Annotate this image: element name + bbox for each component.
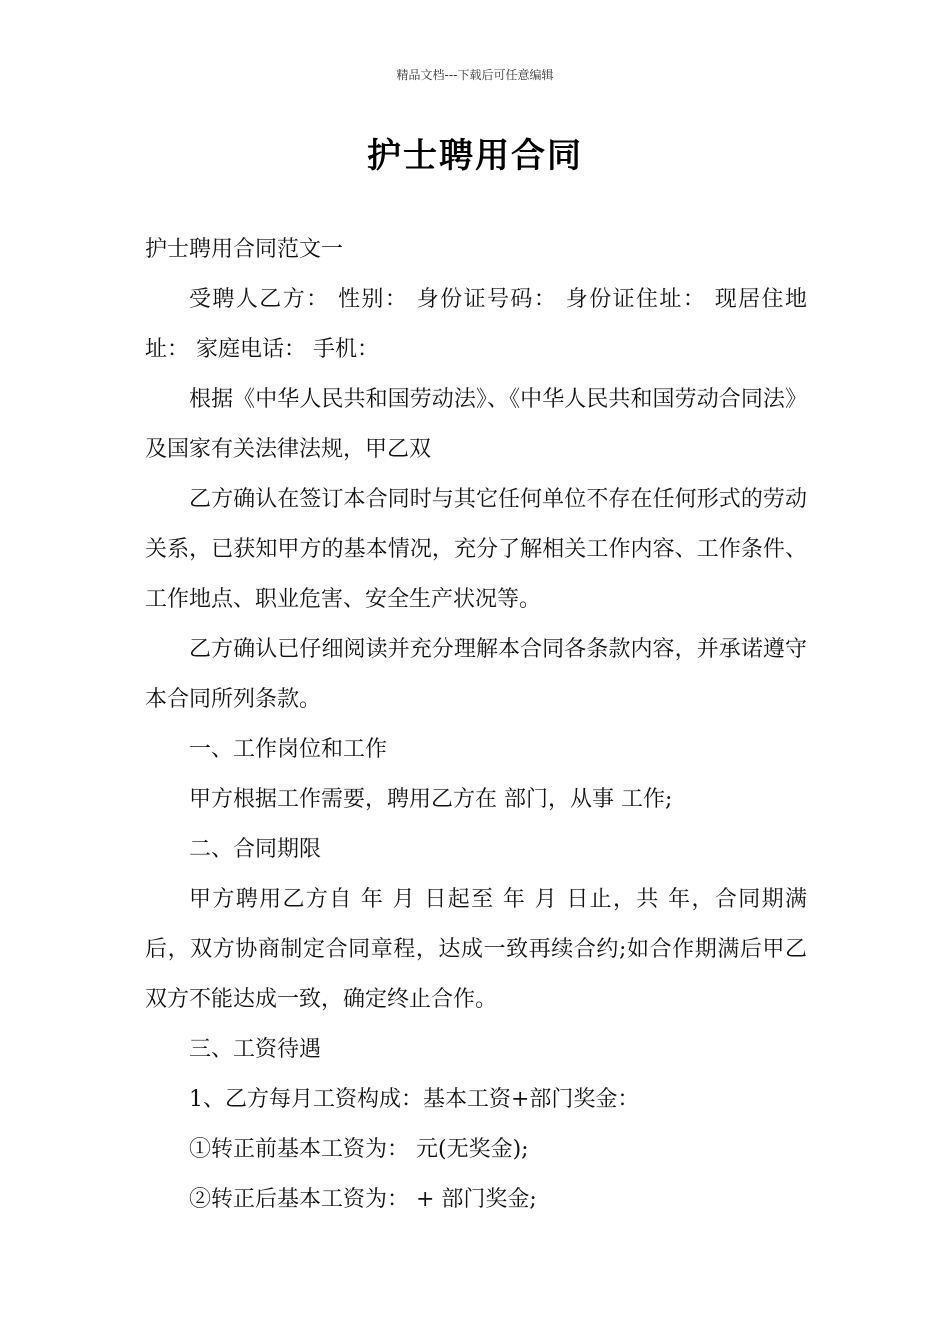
section-heading-3: 三、工资待遇 bbox=[189, 1037, 322, 1062]
document-title: 护士聘用合同 bbox=[367, 136, 583, 176]
salary-item-1: 1、乙方每月工资构成：基本工资+部门奖金： bbox=[189, 1087, 640, 1112]
salary-item-after-probation: ②转正后基本工资为： + 部门奖金; bbox=[189, 1187, 537, 1212]
salary-item-before-probation: ①转正前基本工资为： 元(无奖金); bbox=[189, 1137, 529, 1162]
document-body bbox=[145, 225, 807, 1225]
term-paragraph: 甲方聘用乙方自 年 月 日起至 年 月 日止，共 年，合同期满后，双方协商制定合同章程，达成一致再续合约;如合作期满后甲乙双方不能达成一致，确定终止合作。 bbox=[145, 887, 807, 1012]
position-paragraph: 甲方根据工作需要，聘用乙方在 部门，从事 工作; bbox=[189, 787, 673, 812]
page-header: 精品文档---下载后可任意编辑 bbox=[396, 68, 554, 82]
party-info-paragraph: 受聘人乙方： 性别： 身份证号码： 身份证住址： 现居住地址： 家庭电话： 手机： bbox=[145, 287, 807, 362]
subtitle-paragraph: 护士聘用合同范文一 bbox=[145, 237, 344, 262]
acknowledgement-paragraph: 乙方确认已仔细阅读并充分理解本合同各条款内容，并承诺遵守本合同所列条款。 bbox=[145, 637, 807, 712]
confirmation-paragraph: 乙方确认在签订本合同时与其它任何单位不存在任何形式的劳动关系，已获知甲方的基本情况，充分了解相关工作内容、工作条件、工作地点、职业危害、安全生产状况等。 bbox=[145, 487, 807, 612]
legal-basis-paragraph: 根据《中华人民共和国劳动法》、《中华人民共和国劳动合同法》及国家有关法律法规，甲乙双 bbox=[145, 387, 807, 462]
section-heading-1: 一、工作岗位和工作 bbox=[189, 737, 388, 762]
section-heading-2: 二、合同期限 bbox=[189, 837, 322, 862]
